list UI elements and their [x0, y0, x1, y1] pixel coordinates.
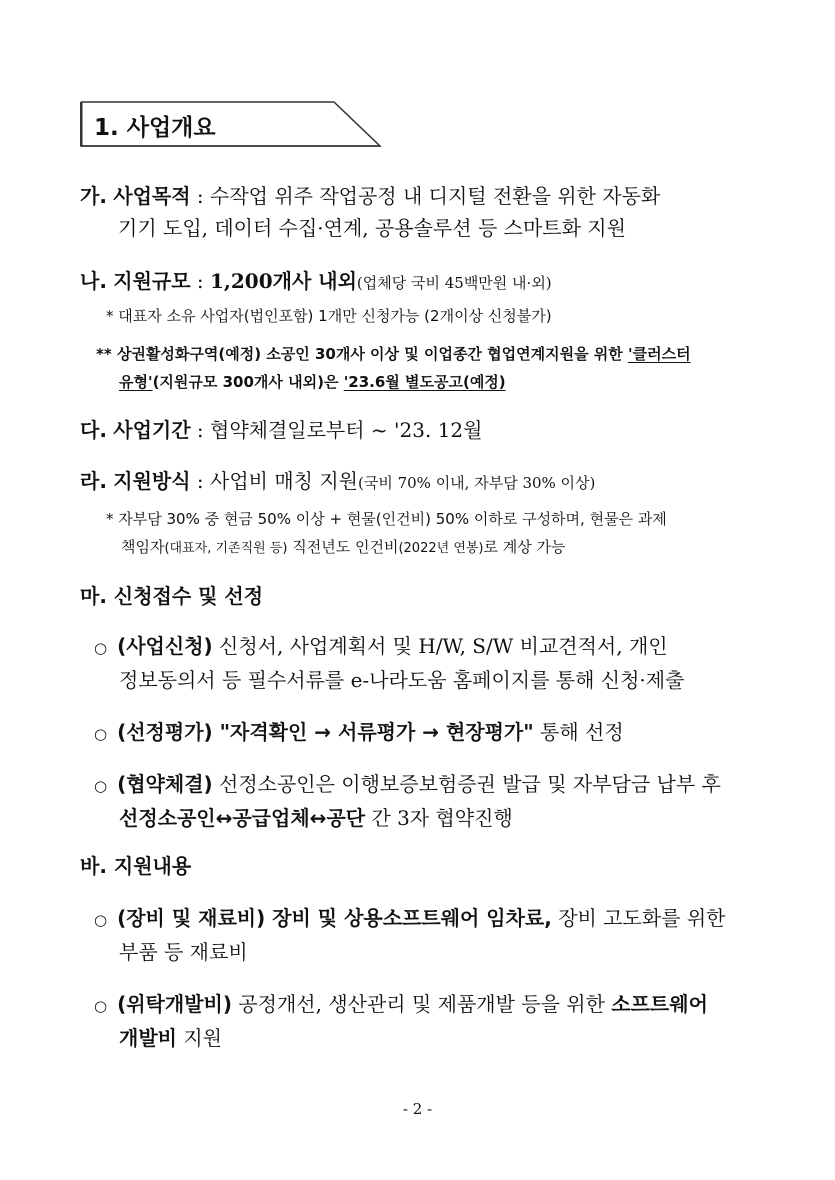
- ra-note-c: 직전년도 인건비: [287, 538, 399, 556]
- na-note2-scale: (지원규모 300개사 내외)은: [152, 373, 344, 391]
- bullet-circle-icon: ○: [94, 911, 108, 929]
- ga-line2: 기기 도입, 데이터 수집·연계, 공용솔루션 등 스마트화 지원: [118, 216, 626, 240]
- ma-item3-parties: 선정소공인↔공급업체↔공단: [119, 806, 366, 830]
- ra-line: [80, 465, 595, 494]
- ma-item3-line2: [119, 802, 513, 831]
- ra-detail: (국비 70% 이내, 자부담 30% 이상): [357, 474, 596, 492]
- na-note2-star: **: [96, 345, 112, 363]
- ba-item2-support: 지원: [176, 1026, 222, 1050]
- ga-line1: [80, 180, 660, 209]
- section-banner: [80, 100, 382, 148]
- bullet-circle-icon: ○: [94, 777, 108, 795]
- ma-item1-label: (사업신청): [117, 634, 213, 658]
- ma-heading: 신청접수 및 선정: [113, 584, 264, 608]
- ba-item1-rest: 장비 고도화를 위한: [551, 906, 726, 930]
- ma-item3-line1: [94, 768, 721, 797]
- ma-item2-label: (선정평가): [117, 720, 213, 744]
- na-note2-line1: [96, 343, 691, 364]
- ga-colon: :: [190, 184, 211, 208]
- ba-item2-bold-end: 소프트웨어: [611, 992, 708, 1016]
- ga-marker: 가.: [80, 184, 107, 208]
- ga-text1: 수작업 위주 작업공정 내 디지털 전환을 위한 자동화: [210, 184, 661, 208]
- na-note2-text1: 상권활성화구역(예정) 소공인 30개사 이상 및 이업종간 협업연계지원을 위한: [116, 345, 629, 363]
- da-heading: 사업기간: [113, 418, 191, 442]
- ma-item3-text1: 선정소공인은 이행보증보험증권 발급 및 자부담금 납부 후: [212, 772, 721, 796]
- ra-colon: :: [190, 469, 211, 493]
- na-heading: 지원규모: [113, 269, 191, 293]
- ba-item1-line1: [94, 902, 725, 931]
- ba-item2-devcost: 개발비: [119, 1026, 177, 1050]
- na-note2-type: 유형': [119, 373, 153, 391]
- da-line: [80, 414, 482, 443]
- ra-note-line1: * 자부담 30% 중 현금 50% 이상 + 현물(인건비) 50% 이하로 구성하며, 현물은 과제: [106, 510, 667, 528]
- ba-item2-rest: 공정개선, 생산관리 및 제품개발 등을 위한: [231, 992, 612, 1016]
- page-number: - 2 -: [402, 1100, 433, 1118]
- ra-marker: 라.: [80, 469, 107, 493]
- da-value: 협약체결일로부터 ~ '23. 12월: [210, 418, 483, 442]
- ma-item1-line1: [94, 630, 668, 659]
- ba-heading: 지원내용: [113, 854, 192, 878]
- ma-item1-text1: 신청서, 사업계획서 및 H/W, S/W 비교견적서, 개인: [212, 634, 668, 658]
- ba-item2-line1: [94, 988, 708, 1017]
- bullet-circle-icon: ○: [94, 997, 108, 1015]
- ra-note-b: (대표자, 기존직원 등): [164, 541, 288, 556]
- ma-item3-rest: 간 3자 협약진행: [365, 806, 513, 830]
- na-note2-line2: [119, 371, 506, 392]
- ba-item1-line2: 부품 등 재료비: [119, 940, 248, 964]
- da-colon: :: [190, 418, 211, 442]
- na-line1: [80, 265, 552, 294]
- ma-item1-line2: 정보동의서 등 필수서류를 e-나라도움 홈페이지를 통해 신청·제출: [119, 668, 685, 692]
- ba-item2-label: (위탁개발비): [117, 992, 232, 1016]
- ba-item1-label: (장비 및 재료비): [117, 906, 266, 930]
- ma-item2-rest: 통해 선정: [533, 720, 624, 744]
- na-colon: :: [190, 269, 211, 293]
- ba-item1-bold: 장비 및 상용소프트웨어 임차료,: [265, 906, 552, 930]
- ra-note-e: 로 계상 가능: [483, 538, 566, 556]
- na-note2-date: '23.6월 별도공고(예정): [343, 373, 506, 391]
- ma-item2-bold: "자격확인 → 서류평가 → 현장평가": [212, 720, 534, 744]
- ra-heading: 지원방식: [113, 469, 191, 493]
- section-title: 1. 사업개요: [94, 115, 216, 141]
- na-note1: * 대표자 소유 사업자(법인포함) 1개만 신청가능 (2개이상 신청불가): [106, 307, 552, 325]
- ba-marker: 바.: [80, 854, 107, 878]
- bullet-circle-icon: ○: [94, 725, 108, 743]
- ba-heading-line: [80, 850, 191, 879]
- ma-heading-line: [80, 580, 263, 609]
- na-detail: (업체당 국비 45백만원 내·외): [356, 274, 552, 292]
- na-value: 1,200개사 내외: [210, 269, 357, 293]
- ma-item3-label: (협약체결): [117, 772, 213, 796]
- na-marker: 나.: [80, 269, 107, 293]
- ra-note-line2: [121, 536, 566, 557]
- ga-heading: 사업목적: [113, 184, 191, 208]
- bullet-circle-icon: ○: [94, 639, 108, 657]
- ma-marker: 마.: [80, 584, 107, 608]
- ra-note-d: (2022년 연봉): [398, 541, 484, 556]
- ma-item2-line: [94, 716, 624, 745]
- da-marker: 다.: [80, 418, 107, 442]
- na-note2-cluster: '클러스터: [628, 345, 691, 363]
- ra-note-a: 책임자: [121, 538, 165, 556]
- ba-item2-line2: [119, 1022, 222, 1051]
- ra-value: 사업비 매칭 지원: [210, 469, 358, 493]
